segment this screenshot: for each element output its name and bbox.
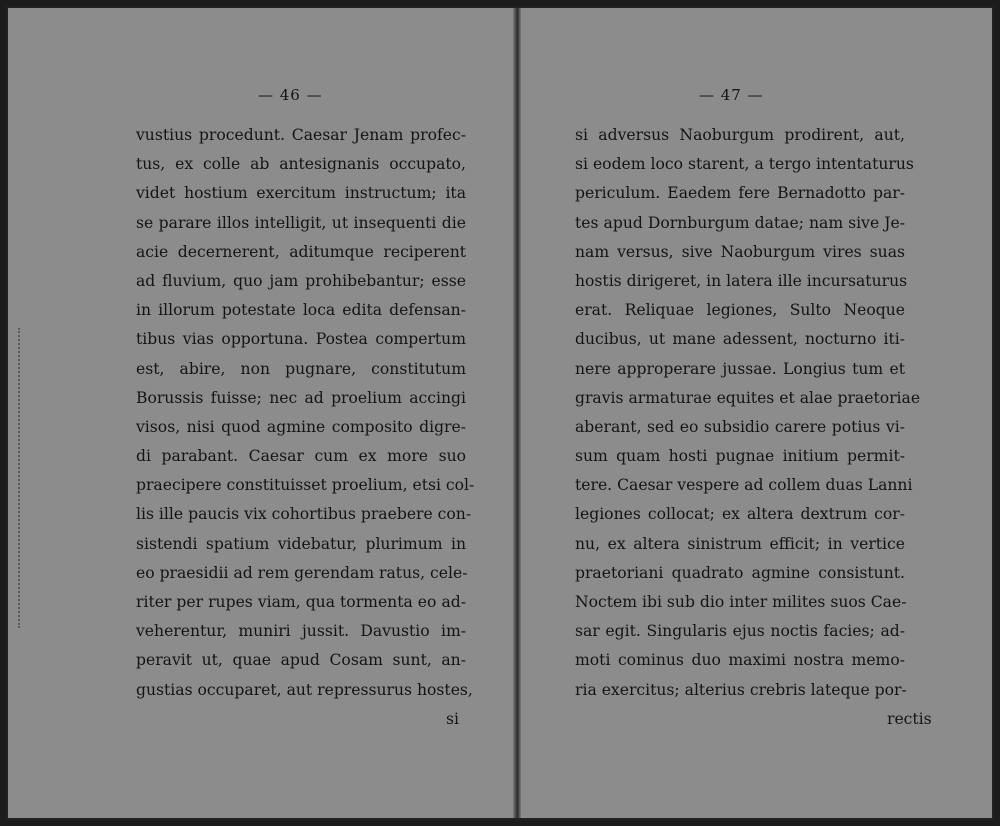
text-line: eo praesidii ad rem gerendam ratus, cele- bbox=[136, 563, 468, 582]
left-page-text bbox=[136, 121, 475, 705]
text-line: sistendi spatium videbatur, plurimum in bbox=[136, 534, 466, 553]
text-line: acie decernerent, aditumque reciperent bbox=[136, 242, 466, 261]
text-line: videt hostium exercitum instructum; ita bbox=[136, 184, 466, 203]
text-line: vustius procedunt. Caesar Jenam profec- bbox=[136, 126, 466, 144]
text-line: peravit ut, quae apud Cosam sunt, an- bbox=[136, 651, 466, 670]
catchword-left: si bbox=[446, 710, 459, 728]
text-line: ria exercitus; alterius crebris lateque por- bbox=[575, 680, 907, 699]
text-line: veherentur, muniri jussit. Davustio im- bbox=[136, 622, 466, 641]
text-line: nere approperare jussae. Longius tum et bbox=[575, 359, 905, 378]
text-line: lis ille paucis vix cohortibus praebere con- bbox=[136, 505, 472, 524]
text-line: di parabant. Caesar cum ex more suo bbox=[136, 447, 466, 466]
page-number-right: — 47 — bbox=[699, 86, 764, 104]
text-line: est, abire, non pugnare, constitutum bbox=[136, 359, 466, 378]
text-line: Noctem ibi sub dio inter milites suos Cae- bbox=[575, 593, 907, 611]
right-page bbox=[521, 8, 994, 818]
catchword-right: rectis bbox=[887, 710, 932, 728]
text-line: aberant, sed eo subsidio carere potius vi- bbox=[575, 417, 905, 436]
right-page-text bbox=[575, 121, 921, 705]
text-line: se parare illos intelligit, ut insequenti die bbox=[136, 213, 466, 232]
text-line: riter per rupes viam, qua tormenta eo ad- bbox=[136, 593, 466, 611]
text-line: in illorum potestate loca edita defensan- bbox=[136, 301, 466, 320]
text-line: moti cominus duo maximi nostra memo- bbox=[575, 651, 905, 670]
text-line: praecipere constituisset proelium, etsi col- bbox=[136, 476, 475, 495]
text-line: periculum. Eaedem fere Bernadotto par- bbox=[575, 184, 905, 203]
text-line: legiones collocat; ex altera dextrum cor- bbox=[575, 505, 905, 524]
text-line: gravis armaturae equites et alae praetoriae bbox=[575, 388, 921, 407]
text-line: nu, ex altera sinistrum efficit; in vertice bbox=[575, 534, 905, 553]
text-line: erat. Reliquae legiones, Sulto Neoque bbox=[575, 301, 905, 320]
text-line: hostis dirigeret, in latera ille incursaturus bbox=[575, 271, 908, 290]
text-line: si eodem loco starent, a tergo intentaturus bbox=[575, 155, 914, 174]
book-gutter bbox=[513, 8, 521, 818]
text-line: nam versus, sive Naoburgum vires suas bbox=[575, 242, 905, 261]
text-line: tes apud Dornburgum datae; nam sive Je- bbox=[575, 213, 905, 232]
book-spread bbox=[6, 6, 994, 820]
text-line: tere. Caesar vespere ad collem duas Lanni bbox=[575, 476, 913, 495]
text-line: gustias occuparet, aut repressurus hostes, bbox=[136, 680, 473, 699]
text-line: tibus vias opportuna. Postea compertum bbox=[136, 330, 466, 349]
text-line: tus, ex colle ab antesignanis occupato, bbox=[136, 155, 466, 174]
text-line: Borussis fuisse; nec ad proelium accingi bbox=[136, 388, 466, 407]
text-line: ducibus, ut mane adessent, nocturno iti- bbox=[575, 330, 905, 349]
text-line: sar egit. Singularis ejus noctis facies; ad- bbox=[575, 622, 905, 641]
page-number-left: — 46 — bbox=[258, 86, 323, 104]
left-page bbox=[8, 8, 513, 818]
text-line: praetoriani quadrato agmine consistunt. bbox=[575, 563, 905, 582]
text-line: si adversus Naoburgum prodirent, aut, bbox=[575, 126, 905, 144]
text-line: sum quam hosti pugnae initium permit- bbox=[575, 447, 905, 466]
text-line: visos, nisi quod agmine composito digre- bbox=[136, 417, 466, 436]
text-line: ad fluvium, quo jam prohibebantur; esse bbox=[136, 271, 466, 290]
